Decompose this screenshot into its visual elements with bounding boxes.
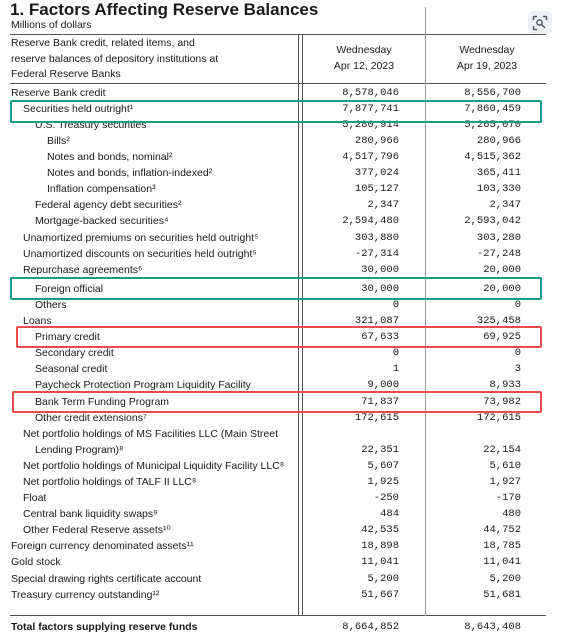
row-label: Foreign official <box>35 283 104 295</box>
row-label: Securities held outright¹ <box>23 103 134 115</box>
row-label: Bills² <box>47 135 70 147</box>
value-apr12: 22,351 <box>361 444 399 456</box>
value-apr12: 0 <box>392 299 399 311</box>
row-label: Inflation compensation³ <box>47 183 156 195</box>
table-row <box>0 571 561 587</box>
table-row <box>0 554 561 570</box>
value-apr12: 4,517,796 <box>342 151 399 163</box>
table-row <box>0 246 561 262</box>
table-row <box>0 281 561 297</box>
value-apr19: 0 <box>514 347 521 359</box>
value-apr12: -27,314 <box>354 248 399 260</box>
row-label: Net portfolio holdings of MS Facilities LLC (Main Street <box>23 428 279 440</box>
row-label: Notes and bonds, inflation-indexed² <box>47 167 213 179</box>
table-row <box>0 458 561 474</box>
row-label: Others <box>35 299 67 311</box>
value-apr12: 377,024 <box>354 167 399 179</box>
value-apr19: 280,966 <box>476 135 521 147</box>
row-label: Secondary credit <box>35 347 114 359</box>
value-apr19: 5,265,070 <box>464 119 521 131</box>
units-subtitle: Millions of dollars <box>11 19 92 31</box>
value-apr19: 4,515,362 <box>464 151 521 163</box>
row-label: Unamortized discounts on securities held outright⁵ <box>23 248 257 260</box>
column-header-apr19: Wednesday Apr 19, 2023 <box>456 44 518 72</box>
value-apr19: 325,458 <box>476 315 521 327</box>
row-label: Gold stock <box>11 556 61 568</box>
value-apr12: 42,535 <box>361 524 399 536</box>
value-apr12: 51,667 <box>361 589 399 601</box>
row-label: Repurchase agreements⁶ <box>23 264 143 276</box>
table-row <box>0 85 561 101</box>
value-apr12: 8,578,046 <box>342 87 399 99</box>
value-apr19: 7,860,459 <box>464 103 521 115</box>
value-apr19: 8,643,408 <box>464 621 521 633</box>
table-row <box>0 313 561 329</box>
value-apr19: 303,280 <box>476 232 521 244</box>
column-header-apr12: Wednesday Apr 12, 2023 <box>333 44 395 72</box>
value-apr19: 8,556,700 <box>464 87 521 99</box>
value-apr12: 7,877,741 <box>342 103 399 115</box>
table-row <box>0 490 561 506</box>
value-apr19: 73,982 <box>483 396 521 408</box>
value-apr12: 303,880 <box>354 232 399 244</box>
row-label: Bank Term Funding Program <box>35 396 170 408</box>
table-row <box>0 538 561 554</box>
row-label: Net portfolio holdings of TALF II LLC⁸ <box>23 476 197 488</box>
value-apr19: -170 <box>495 492 521 504</box>
value-apr19: 2,593,042 <box>464 215 521 227</box>
table-row <box>0 101 561 117</box>
value-apr19: 51,681 <box>483 589 521 601</box>
total-row <box>0 619 561 635</box>
value-apr12: 30,000 <box>361 283 399 295</box>
value-apr19: 5,610 <box>489 460 521 472</box>
value-apr19: 365,411 <box>476 167 521 179</box>
value-apr19: 20,000 <box>483 283 521 295</box>
value-apr12: 5,280,914 <box>342 119 399 131</box>
table-row <box>0 522 561 538</box>
value-apr12: -250 <box>373 492 399 504</box>
table-row <box>0 361 561 377</box>
row-label: Net portfolio holdings of Municipal Liquidity Facility LLC⁸ <box>23 460 285 472</box>
value-apr12: 321,087 <box>354 315 399 327</box>
value-apr19: 44,752 <box>483 524 521 536</box>
caption-line: Federal Reserve Banks <box>11 68 121 80</box>
table-row <box>0 345 561 361</box>
value-apr12: 0 <box>392 347 399 359</box>
value-apr12: 172,615 <box>354 412 399 424</box>
value-apr19: -27,248 <box>476 248 521 260</box>
value-apr12: 5,607 <box>367 460 399 472</box>
header-bottom-rule <box>10 83 546 84</box>
value-apr19: 22,154 <box>483 444 521 456</box>
caption-line: reserve balances of depository institutions at <box>11 52 219 65</box>
table-row <box>0 329 561 345</box>
value-apr12: 2,594,480 <box>342 215 399 227</box>
row-label: Foreign currency denominated assets¹¹ <box>11 540 194 552</box>
table-row <box>0 297 561 313</box>
value-apr12: 5,200 <box>367 573 399 585</box>
value-apr12: 8,664,852 <box>342 621 399 633</box>
table-row <box>0 587 561 603</box>
row-header-caption <box>11 36 291 83</box>
row-label: Paycheck Protection Program Liquidity Facility <box>35 379 251 391</box>
row-label: Float <box>23 492 47 504</box>
value-apr12: 67,633 <box>361 331 399 343</box>
table-row <box>0 197 561 213</box>
value-apr12: 18,898 <box>361 540 399 552</box>
row-label: U.S. Treasury securities <box>35 119 147 131</box>
value-apr12: 11,041 <box>361 556 399 568</box>
row-label: Other credit extensions⁷ <box>35 412 147 424</box>
value-apr19: 18,785 <box>483 540 521 552</box>
table-row <box>0 474 561 490</box>
table-row <box>0 149 561 165</box>
row-label: Treasury currency outstanding¹² <box>11 589 160 601</box>
value-apr12: 9,000 <box>367 379 399 391</box>
table-row <box>0 377 561 393</box>
value-apr12: 484 <box>380 508 399 520</box>
total-rule <box>10 615 546 616</box>
row-label: Total factors supplying reserve funds <box>11 621 198 633</box>
table-row <box>0 426 561 442</box>
value-apr19: 20,000 <box>483 264 521 276</box>
value-apr19: 69,925 <box>483 331 521 343</box>
row-label: Loans <box>23 315 52 327</box>
table-row <box>0 213 561 229</box>
row-label: Lending Program)⁸ <box>35 444 124 456</box>
table-row <box>0 117 561 133</box>
value-apr12: 1,925 <box>367 476 399 488</box>
value-apr12: 105,127 <box>354 183 399 195</box>
row-label: Federal agency debt securities² <box>35 199 182 211</box>
table-row <box>0 262 561 278</box>
table-row <box>0 410 561 426</box>
row-label: Notes and bonds, nominal² <box>47 151 173 163</box>
value-apr19: 8,933 <box>489 379 521 391</box>
value-apr19: 172,615 <box>476 412 521 424</box>
table-row <box>0 442 561 458</box>
value-apr12: 1 <box>392 363 399 375</box>
row-label: Special drawing rights certificate account <box>11 573 202 585</box>
value-apr12: 2,347 <box>367 199 399 211</box>
value-apr19: 103,330 <box>476 183 521 195</box>
row-label: Seasonal credit <box>35 363 108 375</box>
row-label: Other Federal Reserve assets¹⁰ <box>23 524 171 536</box>
row-label: Central bank liquidity swaps⁹ <box>23 508 158 520</box>
table-row <box>0 230 561 246</box>
value-apr12: 30,000 <box>361 264 399 276</box>
value-apr19: 480 <box>502 508 521 520</box>
caption-line: Reserve Bank credit, related items, and <box>11 37 195 49</box>
header-top-rule <box>10 34 546 35</box>
value-apr19: 11,041 <box>483 556 521 568</box>
row-label: Mortgage-backed securities⁴ <box>35 215 169 227</box>
table-row <box>0 506 561 522</box>
value-apr19: 0 <box>514 299 521 311</box>
visual-search-button[interactable] <box>528 11 552 35</box>
row-label: Primary credit <box>35 331 100 343</box>
table-row <box>0 165 561 181</box>
row-label: Unamortized premiums on securities held outright⁵ <box>23 232 259 244</box>
table-row <box>0 181 561 197</box>
table-row <box>0 394 561 410</box>
value-apr19: 2,347 <box>489 199 521 211</box>
value-apr19: 5,200 <box>489 573 521 585</box>
value-apr12: 71,837 <box>361 396 399 408</box>
row-label: Reserve Bank credit <box>11 87 106 99</box>
value-apr12: 280,966 <box>354 135 399 147</box>
table-row <box>0 133 561 149</box>
value-apr19: 3 <box>514 363 521 375</box>
page-title: 1. Factors Affecting Reserve Balances <box>10 0 319 19</box>
value-apr19: 1,927 <box>489 476 521 488</box>
scan-search-icon <box>532 15 548 31</box>
